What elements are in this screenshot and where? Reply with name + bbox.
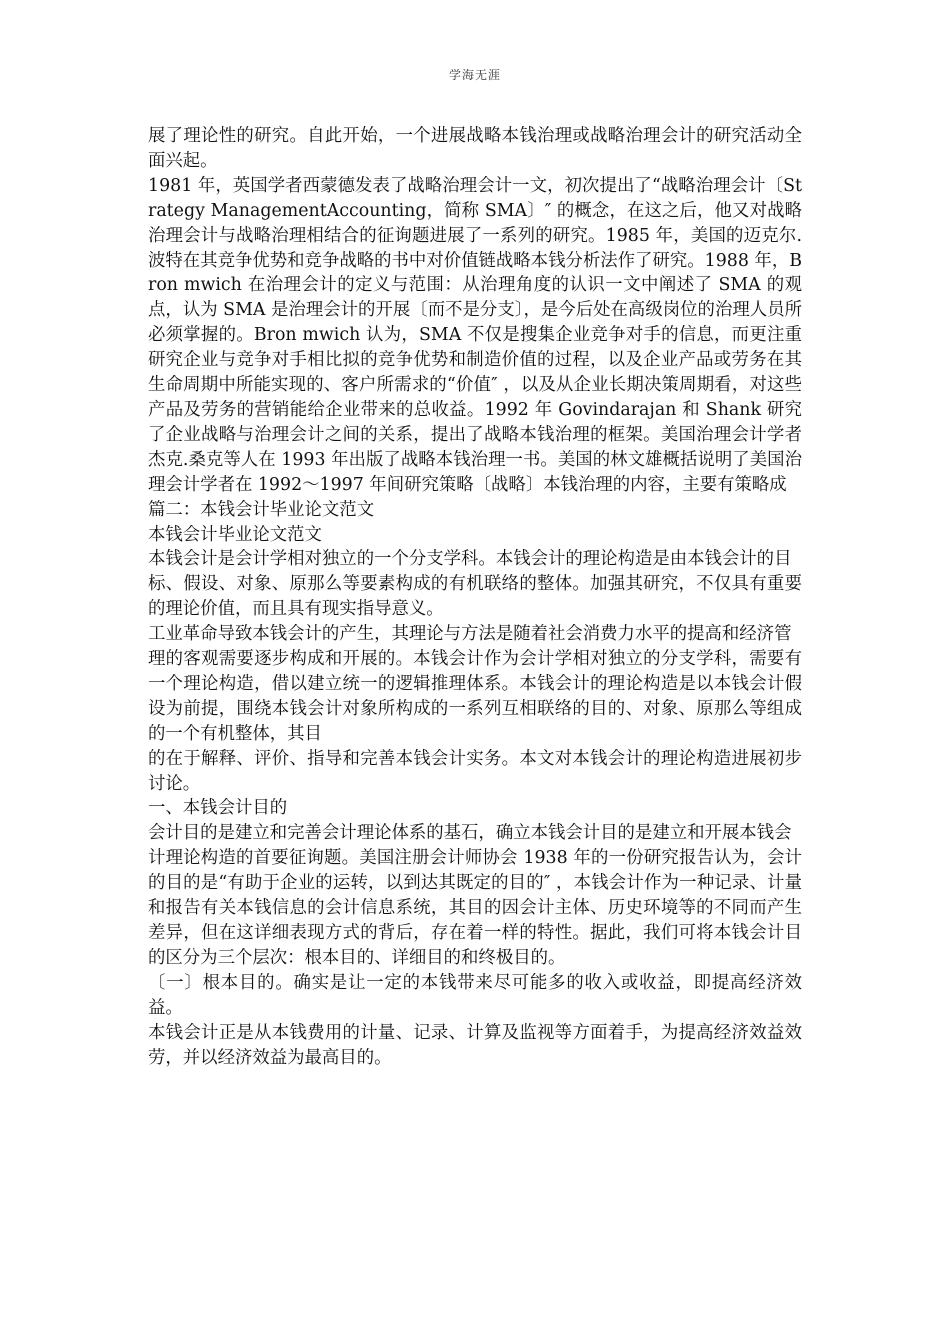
paragraph: 计理论构造的首要征询题。美国注册会计师协会 1938 年的一份研究报告认为，会计的目的是“有助于企业的运转，以到达其既定的目的″ ，本钱会计作为一种记录、计量和报告有关本钱信息的会计信息系统，其目的因会计主体、历史环境等的不同而产生差异，但在这详细表现方式的背后，存在着一样的特性。据此，我们可将本钱会计目的区分为三个层次：根本目的、详细目的和终极目的。 [148, 848, 802, 968]
section-heading: 篇二：本钱会计毕业论文范文 [148, 499, 375, 520]
paragraph: 〔一〕根本目的。确实是让一定的本钱带来尽可能多的收入或收益，即提高经济效益。 [148, 972, 802, 1018]
document-title: 本钱会计毕业论文范文 [148, 524, 322, 545]
paragraph: 本钱会计正是从本钱费用的计量、记录、计算及监视等方面着手，为提高经济效益效劳，并以经济效益为最高目的。 [148, 1022, 802, 1068]
page-header: 学海无涯 [448, 68, 501, 82]
paragraph: 的在于解释、评价、指导和完善本钱会计实务。本文对本钱会计的理论构造进展初步讨论。 [148, 748, 802, 794]
document-body [148, 124, 802, 1070]
paragraph: 工业革命导致本钱会计的产生，其理论与方法是随着社会消费力水平的提高和经济管 [148, 624, 792, 645]
paragraph: 标、假设、对象、原那么等要素构成的有机联络的整体。加强其研究，不仅具有重要的理论价值，而且具有现实指导意义。 [148, 574, 802, 620]
paragraph: 本钱会计是会计学相对独立的一个分支学科。本钱会计的理论构造是由本钱会计的目 [148, 549, 792, 570]
paragraph: 理的客观需要逐步构成和开展的。本钱会计作为会计学相对独立的分支学科，需要有一个理论构造，借以建立统一的逻辑推理体系。本钱会计的理论构造是以本钱会计假设为前提，围绕本钱会计对象所构成的一系列互相联络的目的、对象、原那么等组成的一个有机整体，其目 [148, 649, 802, 744]
paragraph: 展了理论性的研究。自此开始，一个进展战略本钱治理或战略治理会计的研究活动全面兴起。 [148, 126, 802, 171]
section-heading: 一、本钱会计目的 [148, 798, 288, 819]
paragraph: 1981 年，英国学者西蒙德发表了战略治理会计一文，初次提出了“战略治理会计〔Strategy ManagementAccounting，简称 SMA〕″ 的概念，在这之后，他又对战略治理会计与战略治理相结合的征询题进展了一系列的研究。1985 年，美国的迈克尔.波特在其竞争优势和竞争战略的书中对价值链战略本钱分析法作了研究。1988 年，Bron mwich 在治理会计的定义与范围：从治理角度的认识一文中阐述了 SMA 的观点，认为 SMA 是治理会计的开展〔而不是分支〕，是今后处在高级岗位的治理人员所必须掌握的。Bron mwich 认为，SMA 不仅是搜集企业竞争对手的信息，而更注重研究企业与竞争对手相比拟的竞争优势和制造价值的过程，以及企业产品或劳务在其生命周期中所能实现的、客户所需求的“价值″ ，以及从企业长期决策周期看，对这些产品及劳务的营销能给企业带来的总收益。1992 年 Govindarajan 和 Shank 研究了企业战略与治理会计之间的关系，提出了战略本钱治理的框架。美国治理会计学者杰克.桑克等人在 1993 年出版了战略本钱治理一书。美国的林文雄概括说明了美国治理会计学者在 1992～1997 年间研究策略〔战略〕本钱治理的内容，主要有策略成 [148, 175, 802, 495]
paragraph: 会计目的是建立和完善会计理论体系的基石，确立本钱会计目的是建立和开展本钱会 [148, 823, 792, 844]
